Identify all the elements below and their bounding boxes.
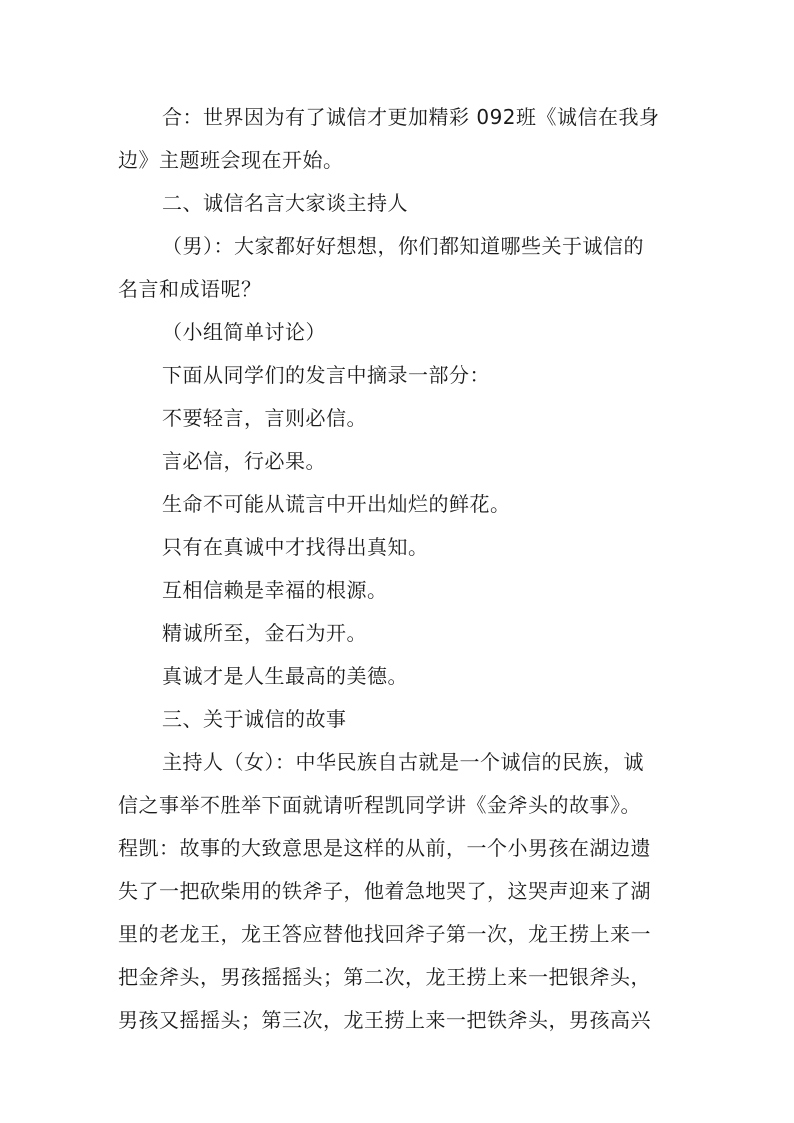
quote-line: 真诚才是人生最高的美德。 bbox=[162, 664, 408, 688]
quote-line: 互相信赖是幸福的根源。 bbox=[162, 578, 388, 602]
text-line: 程凯：故事的大致意思是这样的从前，一个小男孩在湖边遗 bbox=[118, 836, 651, 860]
text-line: 把金斧头，男孩摇摇头；第二次，龙王捞上来一把银斧头， bbox=[118, 965, 651, 989]
text-line: （男）：大家都好好想想，你们都知道哪些关于诚信的 bbox=[162, 234, 644, 258]
text-line: 男孩又摇摇头；第三次，龙王捞上来一把铁斧头，男孩高兴 bbox=[118, 1008, 651, 1032]
text-line: 失了一把砍柴用的铁斧子，他着急地哭了，这哭声迎来了湖 bbox=[118, 879, 651, 903]
text-line: （小组简单讨论） bbox=[162, 320, 326, 344]
text-line: 边》主题班会现在开始。 bbox=[118, 148, 344, 172]
section-heading: 三、关于诚信的故事 bbox=[162, 707, 347, 731]
quote-line: 言必信，行必果。 bbox=[162, 449, 326, 473]
quote-line: 精诚所至，金石为开。 bbox=[162, 621, 367, 645]
text-line: 里的老龙王，龙王答应替他找回斧子第一次，龙王捞上来一 bbox=[118, 922, 651, 946]
quote-line: 只有在真诚中才找得出真知。 bbox=[162, 535, 429, 559]
text-line: 信之事举不胜举下面就请听程凯同学讲《金斧头的故事》。 bbox=[118, 793, 641, 817]
quote-line: 生命不可能从谎言中开出灿烂的鲜花。 bbox=[162, 492, 511, 516]
text-line: 主持人（女）：中华民族自古就是一个诚信的民族，诚 bbox=[162, 750, 644, 774]
text-line: 名言和成语呢？ bbox=[118, 277, 262, 301]
quote-line: 不要轻言，言则必信。 bbox=[162, 406, 367, 430]
text-line: 合：世界因为有了诚信才更加精彩 092班《诚信在我身 bbox=[162, 105, 660, 129]
section-heading: 二、诚信名言大家谈主持人 bbox=[162, 191, 408, 215]
text-line: 下面从同学们的发言中摘录一部分： bbox=[162, 363, 490, 387]
